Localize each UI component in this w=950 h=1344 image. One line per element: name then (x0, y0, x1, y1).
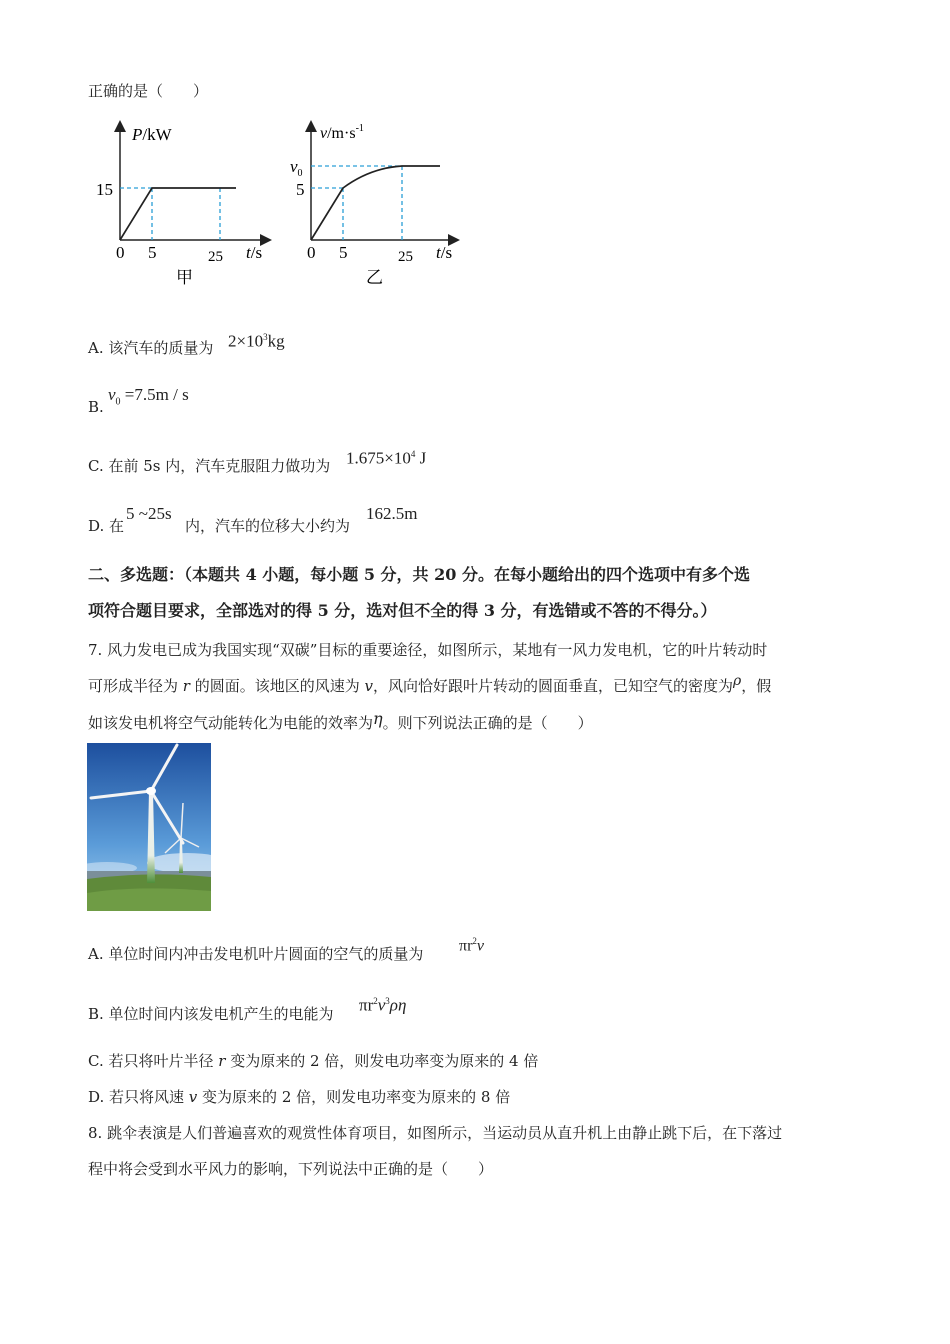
q6-option-c: C. 在前 5s 内，汽车克服阻力做功为 (88, 457, 331, 475)
q7-option-a-math: $\pi r^2v$ (459, 936, 485, 955)
x-tick-5: 5 (148, 243, 157, 262)
q8-stem-line2: 程中将会受到水平风力的影响，下列说法中正确的是（ ） (88, 1160, 494, 1178)
q6-option-b-math: $v_0 =7.5m / s$ (108, 385, 189, 408)
y-tick-15: 15 (96, 180, 113, 199)
q7-stem-line2: 可形成半径为 r 的圆面。该地区的风速为 v，风向恰好跟叶片转动的圆面垂直，已知空气的密度为ρ，假 (88, 673, 772, 695)
q7-option-c: C. 若只将叶片半径 r 变为原来的 2 倍，则发电功率变为原来的 4 倍 (88, 1052, 539, 1070)
q6-option-d-math2: 162.5m (366, 504, 418, 523)
q6-option-b: B. (88, 398, 104, 416)
q7-stem-line3: 如该发电机将空气动能转化为电能的效率为η。则下列说法正确的是（ ） (88, 709, 593, 732)
section-heading-line2: 项符合题目要求，全部选对的得 5 分，选对但不全的得 3 分，有选错或不答的不得分。） (88, 601, 717, 620)
q7-option-b: B. 单位时间内该发电机产生的电能为 (88, 1005, 334, 1023)
q6-option-a-math: $2\times 10^3kg$ (228, 331, 285, 351)
graph-caption: 乙 (366, 268, 383, 287)
q7-stem-line1: 7. 风力发电已成为我国实现“双碳”目标的重要途径，如图所示，某地有一风力发电机，它的叶片转动时 (88, 641, 768, 659)
x-tick-25: 25 (208, 249, 223, 265)
graph-power-time (90, 118, 280, 290)
q6-option-c-math: $1.675\times 10^4$ J (346, 448, 427, 468)
q7-option-b-math: $\pi r^2v^3\rho\eta$ (359, 995, 407, 1015)
wind-turbine-photo (87, 743, 211, 911)
q6-option-d-mid: 内，汽车的位移大小约为 (185, 517, 351, 535)
q6-option-d-lead: D. 在 (88, 517, 125, 535)
origin-label: 0 (307, 243, 316, 262)
q8-stem-line1: 8. 跳伞表演是人们普遍喜欢的观赏性体育项目，如图所示，当运动员从直升机上由静止跳下后，在下落过 (88, 1124, 783, 1142)
section-heading-line1: 二、多选题：（本题共 4 小题，每小题 5 分，共 20 分。在每小题给出的四个选项中有多个选 (88, 565, 750, 584)
y-tick-v0: $v_0$ (290, 157, 303, 179)
velocity-curve (311, 166, 440, 240)
graph-caption: 甲 (176, 268, 193, 287)
q7-option-a: A. 单位时间内冲击发电机叶片圆面的空气的质量为 (88, 945, 424, 963)
graph-velocity-time (280, 118, 465, 290)
question-6-tail: 正确的是（ ） (88, 82, 209, 100)
x-axis-label: t/s (246, 243, 263, 262)
x-tick-25: 25 (398, 249, 413, 265)
y-axis-label: $v/m\cdot s^{-1}$ (320, 123, 364, 142)
q7-option-d: D. 若只将风速 v 变为原来的 2 倍，则发电功率变为原来的 8 倍 (88, 1088, 511, 1106)
x-axis-label: t/s (436, 243, 453, 262)
q6-option-a: A. 该汽车的质量为 (88, 339, 214, 357)
y-tick-5: 5 (296, 180, 305, 199)
origin-label: 0 (116, 243, 125, 262)
q6-option-d-math1: 5 ~25s (126, 504, 172, 523)
x-tick-5: 5 (339, 243, 348, 262)
power-curve (120, 188, 236, 240)
y-axis-label: P/kW (132, 125, 172, 144)
